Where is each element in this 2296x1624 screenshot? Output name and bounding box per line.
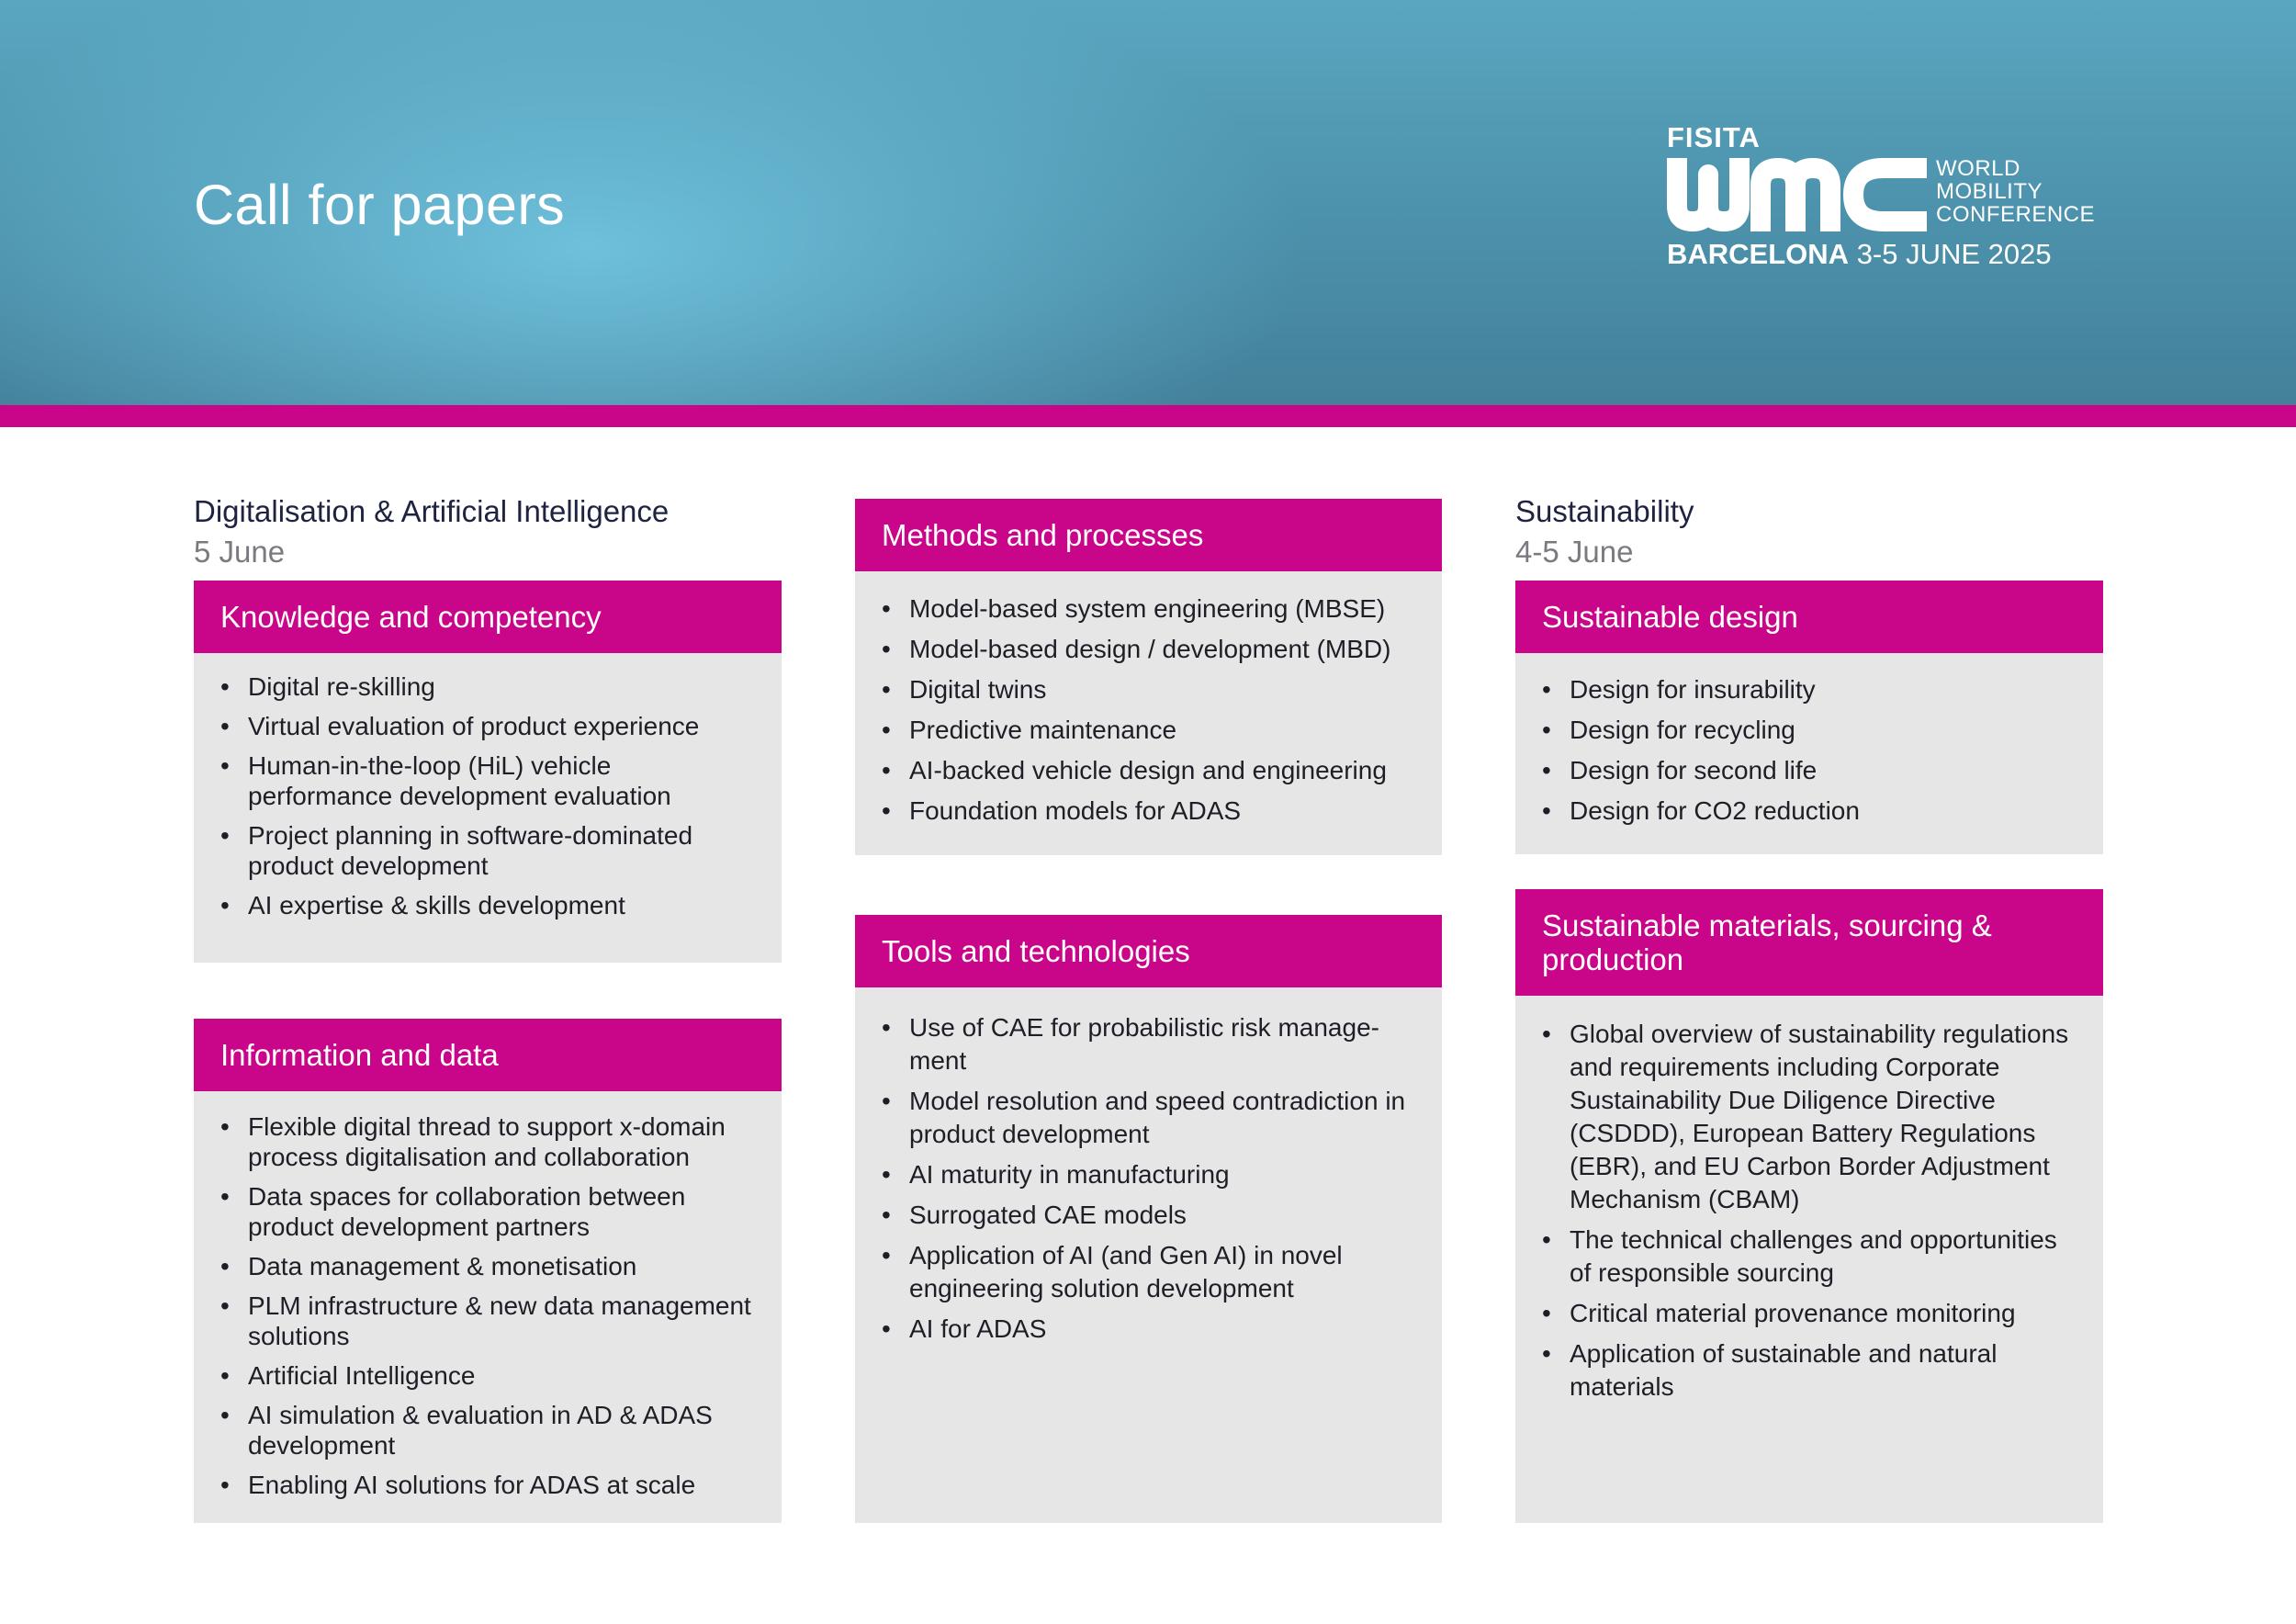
list-item: • Application of AI (and Gen AI) in novel engineering solution development: [882, 1239, 1416, 1305]
logo-org: FISITA: [1667, 121, 1761, 153]
header-banner: [0, 0, 2296, 405]
list-item: • Design for CO2 reduction: [1542, 795, 2077, 828]
list-item: • Digital re-skilling: [220, 671, 756, 702]
list-item: • Design for recycling: [1542, 714, 2077, 747]
page-title: Call for papers: [194, 174, 566, 236]
list-item: • Human-in-the-loop (HiL) vehicle performance development evaluation: [220, 750, 756, 811]
logo-tagline: WORLD MOBILITY CONFERENCE: [1936, 156, 2096, 227]
column-heading-sustainability: Sustainability: [1515, 494, 1694, 528]
card-title: Information and data: [194, 1019, 782, 1091]
list-item: • Model-based system engineering (MBSE): [882, 592, 1416, 626]
list-item: • The technical challenges and opportunities of responsible sourcing: [1542, 1224, 2077, 1290]
topic-list: [194, 653, 782, 920]
accent-stripe: [0, 405, 2296, 427]
topic-list: [855, 571, 1442, 828]
card-sustainable-design: [1515, 581, 2103, 854]
column-date-digitalisation: 5 June: [194, 535, 286, 569]
card-information-data: [194, 1019, 782, 1523]
wmc-logo: [1667, 121, 2108, 277]
list-item: • Project planning in software-dominated product development: [220, 820, 756, 881]
list-item: • PLM infrastructure & new data management solutions: [220, 1291, 756, 1351]
list-item: • Design for second life: [1542, 754, 2077, 787]
topic-list: [1515, 653, 2103, 828]
list-item: • Virtual evaluation of product experience: [220, 711, 756, 741]
topic-list: [1515, 996, 2103, 1404]
list-item: • AI simulation & evaluation in AD & ADAS development: [220, 1400, 756, 1460]
card-title: Methods and processes: [855, 499, 1442, 571]
card-tools-technologies: [855, 915, 1442, 1523]
list-item: • Data spaces for collaboration between product development partners: [220, 1181, 756, 1242]
card-title: Knowledge and competency: [194, 581, 782, 653]
list-item: • Application of sustainable and natural materials: [1542, 1337, 2077, 1404]
card-title: Sustainable materials, sourcing & production: [1515, 889, 2103, 996]
list-item: • Enabling AI solutions for ADAS at scale: [220, 1470, 756, 1500]
topic-list: [194, 1091, 782, 1500]
card-sustainable-materials: [1515, 889, 2103, 1523]
column-heading-digitalisation: Digitalisation & Artificial Intelligence: [194, 494, 670, 528]
topic-list: [855, 987, 1442, 1346]
list-item: • Digital twins: [882, 673, 1416, 706]
column-date-sustainability: 4-5 June: [1515, 535, 1634, 569]
list-item: • AI expertise & skills development: [220, 890, 756, 920]
list-item: • Flexible digital thread to support x-domain process digitalisation and collaboration: [220, 1111, 756, 1172]
list-item: • AI for ADAS: [882, 1313, 1416, 1346]
list-item: • Foundation models for ADAS: [882, 795, 1416, 828]
list-item: • AI-backed vehicle design and engineering: [882, 754, 1416, 787]
list-item: • Model resolution and speed contradiction in product development: [882, 1085, 1416, 1151]
list-item: • Design for insurability: [1542, 673, 2077, 706]
list-item: • Use of CAE for probabilistic risk manage-ment: [882, 1011, 1416, 1077]
card-title: Tools and technologies: [855, 915, 1442, 987]
logo-location-date: BARCELONA 3-5 JUNE 2025: [1667, 238, 2052, 270]
list-item: • Artificial Intelligence: [220, 1360, 756, 1391]
wmc-logo-mark: [1667, 158, 1927, 231]
list-item: • Model-based design / development (MBD): [882, 633, 1416, 666]
list-item: • Global overview of sustainability regulations and requirements including Corporate Sustainability Due Diligence Directive (CSDDD), European Battery Regulations (EBR), and EU Carbon Border Adjustment Mechanism (CBAM): [1542, 1018, 2077, 1216]
card-methods-processes: [855, 499, 1442, 855]
list-item: • AI maturity in manufacturing: [882, 1158, 1416, 1191]
card-knowledge-competency: [194, 581, 782, 963]
list-item: • Data management & monetisation: [220, 1251, 756, 1281]
list-item: • Critical material provenance monitoring: [1542, 1297, 2077, 1330]
card-title: Sustainable design: [1515, 581, 2103, 653]
list-item: • Surrogated CAE models: [882, 1199, 1416, 1232]
list-item: • Predictive maintenance: [882, 714, 1416, 747]
